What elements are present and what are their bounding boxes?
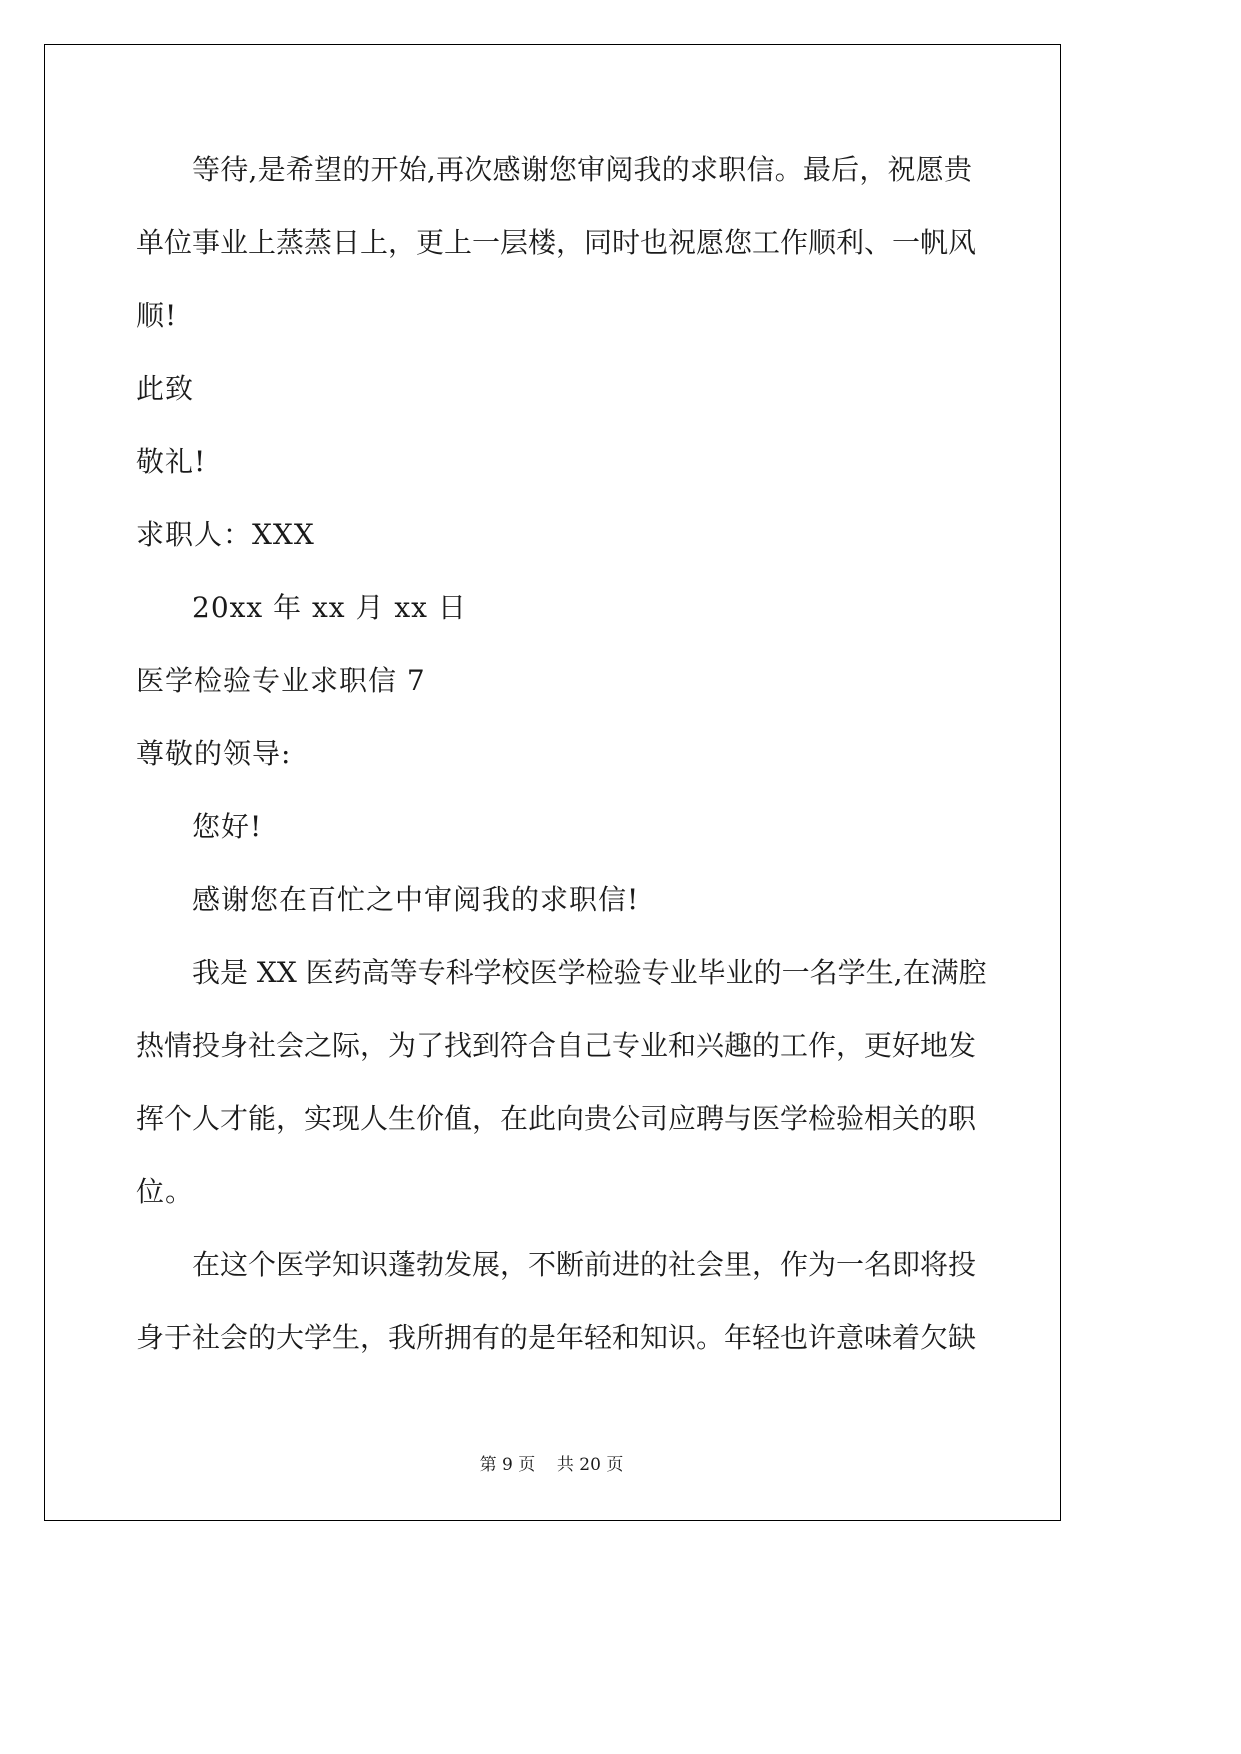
- applicant-signature: 求职人：XXX: [136, 518, 315, 551]
- paragraph-1-line-3: 顺!: [136, 299, 178, 332]
- paragraph-3-line-1: 在这个医学知识蓬勃发展，不断前进的社会里，作为一名即将投: [192, 1248, 977, 1281]
- paragraph-2-line-1: 我是 XX 医药高等专科学校医学检验专业毕业的一名学生,在满腔: [192, 956, 987, 989]
- paragraph-3-line-2: 身于社会的大学生，我所拥有的是年轻和知识。年轻也许意味着欠缺: [136, 1321, 977, 1354]
- salutation: 尊敬的领导:: [136, 737, 292, 770]
- paragraph-2-line-4: 位。: [136, 1175, 195, 1208]
- paragraph-2-line-2: 热情投身社会之际，为了找到符合自己专业和兴趣的工作，更好地发: [136, 1029, 977, 1062]
- paragraph-2-line-3: 挥个人才能，实现人生价值，在此向贵公司应聘与医学检验相关的职: [136, 1102, 977, 1135]
- greeting: 您好!: [192, 810, 263, 843]
- page-number-footer: 第 9 页 共 20 页: [479, 1455, 624, 1475]
- letter-date: 20xx 年 xx 月 xx 日: [192, 591, 467, 624]
- paragraph-1-line-1: 等待,是希望的开始,再次感谢您审阅我的求职信。最后，祝愿贵: [192, 153, 972, 186]
- page-border: [44, 44, 1061, 1521]
- closing-ci-zhi: 此致: [136, 372, 195, 405]
- closing-jing-li: 敬礼!: [136, 445, 207, 478]
- paragraph-1-line-2: 单位事业上蒸蒸日上，更上一层楼，同时也祝愿您工作顺利、一帆风: [136, 226, 977, 259]
- section-heading: 医学检验专业求职信 7: [136, 664, 426, 697]
- thanks-line: 感谢您在百忙之中审阅我的求职信!: [192, 883, 640, 916]
